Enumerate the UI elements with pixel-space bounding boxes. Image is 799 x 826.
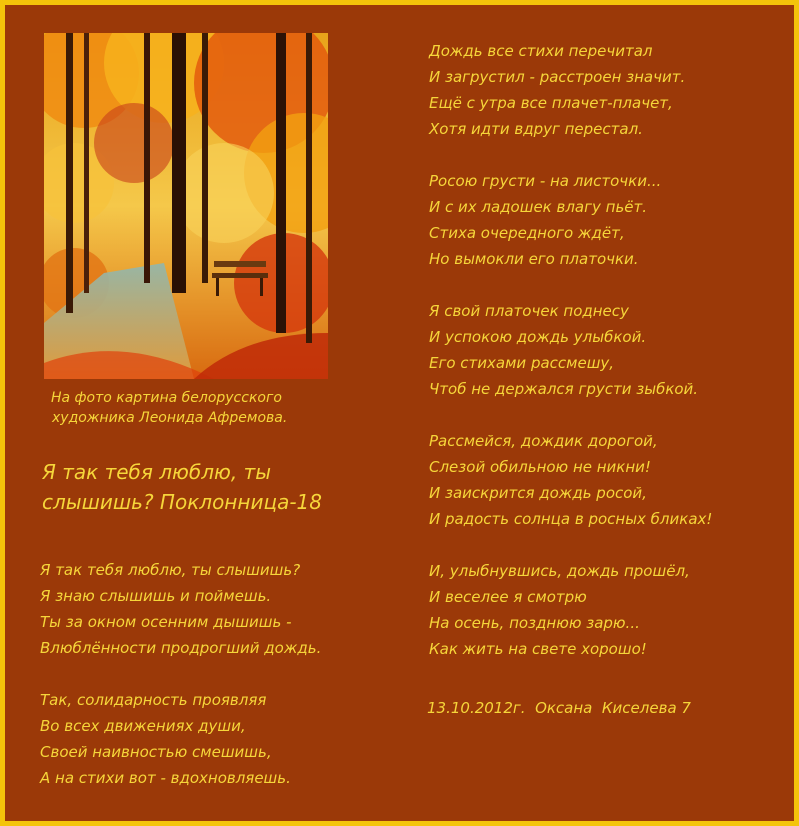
autumn-park-painting xyxy=(44,33,328,379)
poem-line: А на стихи вот - вдохновляешь. xyxy=(40,769,291,787)
poem-line: Росою грусти - на листочки... xyxy=(429,172,662,190)
poem-line: Но вымокли его платочки. xyxy=(429,250,639,268)
poem-line: Рассмейся, дождик дорогой, xyxy=(429,432,658,450)
left-poem xyxy=(40,557,321,817)
poem-line: Его стихами рассмешу, xyxy=(429,354,615,372)
caption-line: На фото картина белорусского xyxy=(51,390,282,406)
poem-line: Я так тебя люблю, ты слышишь? xyxy=(40,561,301,579)
poem-line: Как жить на свете хорошо! xyxy=(429,640,647,658)
poem-line: Слезой обильною не никни! xyxy=(429,458,651,476)
poem-line: Влюблённости продрогший дождь. xyxy=(40,639,322,657)
title-line: слышишь? Поклонница-18 xyxy=(42,490,322,514)
right-poem xyxy=(429,38,712,688)
poem-line: Так, солидарность проявляя xyxy=(40,691,267,709)
title-line: Я так тебя люблю, ты xyxy=(42,460,272,484)
stanza xyxy=(429,298,712,402)
poem-line: Ты за окном осенним дышишь - xyxy=(40,613,292,631)
stanza xyxy=(40,687,321,791)
poem-line: И веселее я смотрю xyxy=(429,588,587,606)
poem-line: Своей наивностью смешишь, xyxy=(40,743,272,761)
painting-caption xyxy=(51,388,341,428)
poem-line: И с их ладошек влагу пьёт. xyxy=(429,198,648,216)
poem-line: Ещё с утра все плачет-плачет, xyxy=(429,94,673,112)
poem-line: И успокою дождь улыбкой. xyxy=(429,328,647,346)
poem-line: И заискрится дождь росой, xyxy=(429,484,647,502)
poem-card xyxy=(5,5,794,821)
stanza xyxy=(429,168,712,272)
poem-line: Чтоб не держался грусти зыбкой. xyxy=(429,380,699,398)
caption-line: художника Леонида Афремова. xyxy=(52,410,288,426)
poem-line: Хотя идти вдруг перестал. xyxy=(429,120,643,138)
poem-line: На осень, позднюю зарю... xyxy=(429,614,640,632)
poem-line: И, улыбнувшись, дождь прошёл, xyxy=(429,562,690,580)
poem-line: И радость солнца в росных бликах! xyxy=(429,510,713,528)
poem-title xyxy=(42,457,382,517)
poem-line: Я знаю слышишь и поймешь. xyxy=(40,587,272,605)
poem-line: Дождь все стихи перечитал xyxy=(429,42,653,60)
poem-line: Во всех движениях души, xyxy=(40,717,246,735)
stanza xyxy=(429,558,712,662)
stanza xyxy=(40,557,321,661)
poem-signature: 13.10.2012г. Оксана Киселева 7 xyxy=(427,699,691,717)
stanza xyxy=(429,428,712,532)
poem-line: Я свой платочек поднесу xyxy=(429,302,629,320)
poem-line: Стиха очередного ждёт, xyxy=(429,224,625,242)
poem-line: И загрустил - расстроен значит. xyxy=(429,68,686,86)
stanza xyxy=(429,38,712,142)
